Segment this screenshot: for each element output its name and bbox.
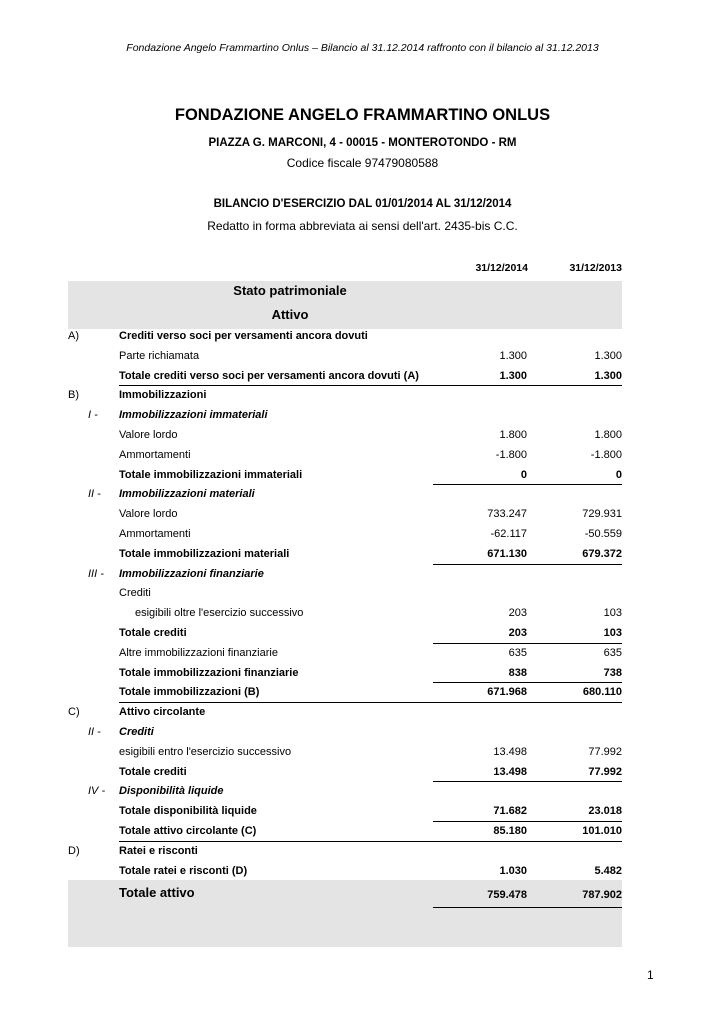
row-value-2014: -62.117 <box>490 528 527 540</box>
row-value-2014: 203 <box>508 627 527 639</box>
row-label: Crediti <box>119 587 151 600</box>
row-value-2013: 680.110 <box>582 686 622 699</box>
organization-name: FONDAZIONE ANGELO FRAMMARTINO ONLUS <box>174 106 551 124</box>
row-value-2014: 838 <box>508 666 527 679</box>
row-value-2014: 71.682 <box>493 805 527 818</box>
table-row <box>0 763 725 783</box>
codice-fiscale: Codice fiscale 97479080588 <box>286 156 439 170</box>
row-label: Totale crediti verso soci per versamenti ancora dovuti (A) <box>119 369 419 382</box>
table-row <box>0 367 725 387</box>
row-value-2013: 101.010 <box>582 825 622 837</box>
table-row <box>0 406 725 426</box>
row-value-2013: 0 <box>615 468 622 481</box>
table-row <box>0 644 725 664</box>
report-subtitle: Redatto in forma abbreviata ai sensi dell'art. 2435-bis C.C. <box>207 219 518 233</box>
row-value-2013: 5.482 <box>594 864 622 877</box>
row-label: Totale immobilizzazioni materiali <box>119 547 290 560</box>
row-label: Attivo circolante <box>119 706 206 719</box>
table-row <box>0 565 725 585</box>
total-attivo-2014: 759.478 <box>487 889 527 901</box>
row-value-2013: -50.559 <box>584 528 622 540</box>
row-section-marker: D) <box>68 844 80 857</box>
row-label: Crediti verso soci per versamenti ancora dovuti <box>119 330 368 342</box>
row-label: Ammortamenti <box>119 448 191 461</box>
table-row <box>0 782 725 802</box>
total-attivo-2013: 787.902 <box>582 889 622 901</box>
table-row <box>0 525 725 545</box>
row-value-2014: 733.247 <box>487 508 527 521</box>
row-value-2014: 0 <box>520 468 527 481</box>
row-label: Totale crediti <box>119 627 187 639</box>
row-label: Totale disponibilità liquide <box>119 805 257 818</box>
row-section-marker: II - <box>88 488 101 501</box>
row-label: Disponibilità liquide <box>119 785 224 798</box>
table-row <box>0 703 725 723</box>
row-value-2013: -1.800 <box>590 448 622 461</box>
row-section-marker: B) <box>68 389 79 402</box>
row-value-2014: 671.130 <box>487 547 527 560</box>
row-label: Totale immobilizzazioni immateriali <box>119 468 303 481</box>
row-value-2013: 23.018 <box>588 805 622 818</box>
row-label: Totale ratei e risconti (D) <box>119 864 248 877</box>
row-value-2013: 77.992 <box>588 765 622 778</box>
total-underline <box>433 907 622 908</box>
row-value-2014: 671.968 <box>487 686 527 699</box>
table-row <box>0 327 725 347</box>
row-value-2014: 635 <box>508 646 527 659</box>
row-value-2014: 85.180 <box>493 825 527 837</box>
row-value-2014: 13.498 <box>493 765 527 778</box>
row-label: Valore lordo <box>119 508 178 521</box>
table-row <box>0 347 725 367</box>
row-value-2014: 1.800 <box>499 429 527 441</box>
row-value-2013: 103 <box>603 627 622 639</box>
table-row <box>0 426 725 446</box>
row-value-2013: 635 <box>603 646 622 659</box>
row-value-2013: 679.372 <box>582 547 622 560</box>
row-label: Altre immobilizzazioni finanziarie <box>119 646 278 659</box>
section-title: Stato patrimoniale <box>233 283 347 298</box>
row-value-2014: 1.300 <box>499 349 527 362</box>
row-label: Immobilizzazioni materiali <box>119 488 255 501</box>
row-label: Totale crediti <box>119 765 187 778</box>
row-section-marker: III - <box>88 567 104 580</box>
organization-address: PIAZZA G. MARCONI, 4 - 00015 - MONTEROTONDO - RM <box>208 137 517 149</box>
row-value-2013: 1.300 <box>594 349 622 362</box>
column-header-2013: 31/12/2013 <box>569 262 622 274</box>
table-row <box>0 802 725 822</box>
row-label: Parte richiamata <box>119 349 200 362</box>
table-row <box>0 446 725 466</box>
row-label: Ratei e risconti <box>119 844 198 857</box>
table-row <box>0 822 725 842</box>
row-value-2014: 13.498 <box>493 745 527 758</box>
row-value-2013: 1.800 <box>594 429 622 441</box>
row-value-2014: -1.800 <box>495 448 527 461</box>
row-label: esigibili entro l'esercizio successivo <box>119 745 292 758</box>
page-number: 1 <box>647 968 654 982</box>
table-row <box>0 386 725 406</box>
table-row <box>0 664 725 684</box>
row-label: Ammortamenti <box>119 528 191 540</box>
row-value-2014: 1.030 <box>499 864 527 877</box>
table-row <box>0 624 725 644</box>
table-row <box>0 466 725 486</box>
row-section-marker: A) <box>68 330 79 342</box>
row-section-marker: I - <box>88 409 98 422</box>
table-row <box>0 604 725 624</box>
row-value-2014: 203 <box>508 607 527 620</box>
column-header-2014: 31/12/2014 <box>475 262 528 274</box>
row-label: Immobilizzazioni <box>119 389 207 402</box>
row-label: Crediti <box>119 726 154 738</box>
row-label: Immobilizzazioni finanziarie <box>119 567 264 580</box>
table-row <box>0 485 725 505</box>
table-row <box>0 545 725 565</box>
table-row <box>0 743 725 763</box>
table-row <box>0 683 725 703</box>
subsection-title: Attivo <box>271 307 309 322</box>
row-label: Totale immobilizzazioni (B) <box>119 686 260 699</box>
row-value-2013: 1.300 <box>594 369 622 382</box>
row-value-2013: 77.992 <box>588 745 622 758</box>
table-row <box>0 584 725 604</box>
row-value-2013: 729.931 <box>582 508 622 521</box>
row-label: Valore lordo <box>119 429 178 441</box>
total-attivo-label: Totale attivo <box>119 885 195 900</box>
row-value-2014: 1.300 <box>499 369 527 382</box>
row-label: Totale immobilizzazioni finanziarie <box>119 666 299 679</box>
table-row <box>0 862 725 882</box>
table-row <box>0 842 725 862</box>
row-value-2013: 103 <box>603 607 622 620</box>
table-row <box>0 723 725 743</box>
row-value-2013: 738 <box>603 666 622 679</box>
row-section-marker: C) <box>68 706 80 719</box>
row-section-marker: II - <box>88 726 101 738</box>
row-label: Totale attivo circolante (C) <box>119 825 257 837</box>
row-section-marker: IV - <box>88 785 106 798</box>
row-label: esigibili oltre l'esercizio successivo <box>135 607 304 620</box>
running-header: Fondazione Angelo Frammartino Onlus – Bilancio al 31.12.2014 raffronto con il bilancio al 31.12.2013 <box>126 42 599 54</box>
report-title: BILANCIO D'ESERCIZIO DAL 01/01/2014 AL 31/12/2014 <box>213 198 512 210</box>
row-label: Immobilizzazioni immateriali <box>119 409 268 422</box>
table-row <box>0 505 725 525</box>
